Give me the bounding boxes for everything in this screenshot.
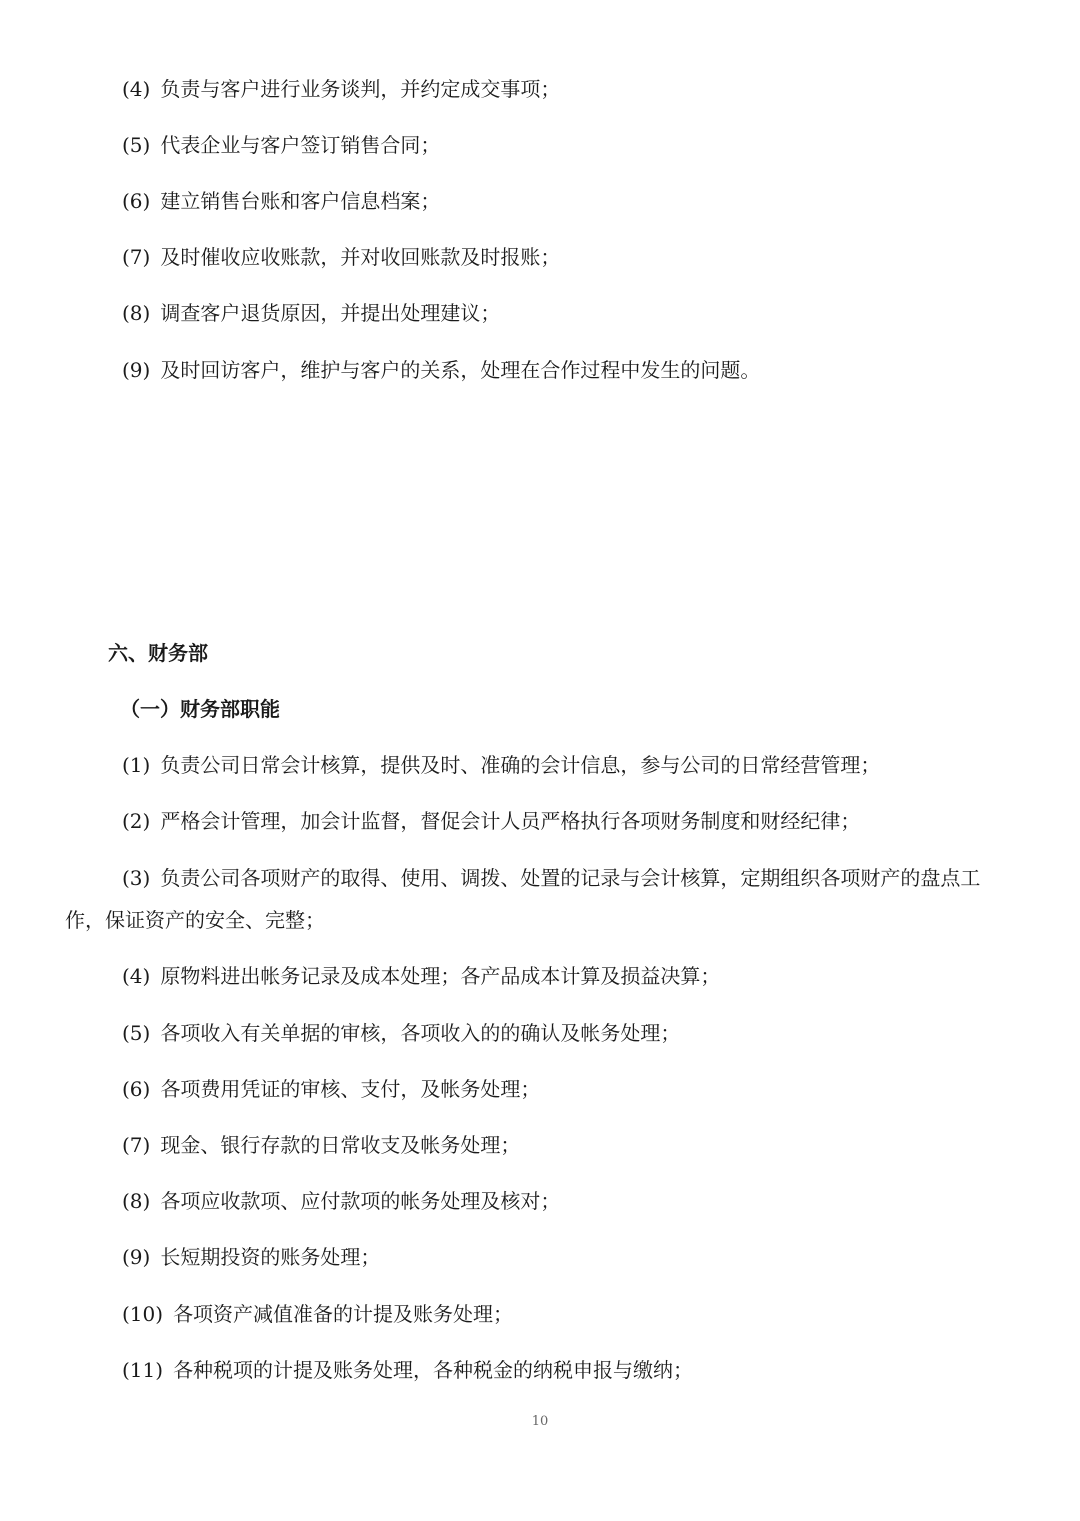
list-item <box>122 132 440 158</box>
list-item-text: 建立销售台账和客户信息档案； <box>160 189 441 213</box>
list-item <box>65 857 1010 941</box>
list-item-number: (6) <box>122 1077 151 1101</box>
list-item-text: 调查客户退货原因，并提出处理建议； <box>160 301 501 325</box>
section-subtitle: （一）财务部职能 <box>120 697 280 721</box>
list-item <box>122 963 720 989</box>
page-number: 10 <box>531 1414 549 1429</box>
list-item <box>122 1244 380 1270</box>
list-item-number: (6) <box>122 189 151 213</box>
list-item-number: (1) <box>122 753 151 777</box>
list-item-text: 各项应收款项、应付款项的帐务处理及核对； <box>160 1189 561 1213</box>
list-item-number: (10) <box>122 1302 164 1326</box>
list-item-text: 各项资产减值准备的计提及账务处理； <box>173 1302 514 1326</box>
list-item-text: 代表企业与客户签订销售合同； <box>160 133 441 157</box>
list-item <box>122 1076 540 1102</box>
list-item-text: 各项收入有关单据的审核，各项收入的的确认及帐务处理； <box>160 1021 681 1045</box>
list-item-number: (3) <box>122 866 151 890</box>
list-item-number: (9) <box>122 1245 151 1269</box>
list-item-text: 各种税项的计提及账务处理，各种税金的纳税申报与缴纳； <box>173 1358 694 1382</box>
list-item <box>122 357 760 383</box>
list-item-number: (9) <box>122 358 151 382</box>
list-item <box>122 1357 693 1383</box>
list-item-number: (8) <box>122 301 151 325</box>
list-item <box>122 1020 680 1046</box>
list-item <box>122 1132 520 1158</box>
list-item-number: (8) <box>122 1189 151 1213</box>
list-item-text: 长短期投资的账务处理； <box>160 1245 381 1269</box>
list-item <box>122 300 500 326</box>
list-item-number: (7) <box>122 245 151 269</box>
list-item-text: 严格会计管理，加会计监督，督促会计人员严格执行各项财务制度和财经纪律； <box>160 809 861 833</box>
list-item <box>122 808 860 834</box>
list-item-text: 现金、银行存款的日常收支及帐务处理； <box>160 1133 521 1157</box>
list-item <box>122 1188 560 1214</box>
list-item <box>122 244 560 270</box>
list-item-number: (5) <box>122 133 151 157</box>
list-item <box>122 76 560 102</box>
list-item-number: (2) <box>122 809 151 833</box>
list-item-number: (11) <box>122 1358 164 1382</box>
list-item-text: 负责公司各项财产的取得、使用、调拨、处置的记录与会计核算，定期组织各项财产的盘点工作，保证资产的安全、完整； <box>65 866 981 932</box>
list-item-number: (4) <box>122 77 151 101</box>
list-item-text: 原物料进出帐务记录及成本处理；各产品成本计算及损益决算； <box>160 964 721 988</box>
list-item-text: 及时催收应收账款，并对收回账款及时报账； <box>160 245 561 269</box>
list-item-text: 各项费用凭证的审核、支付，及帐务处理； <box>160 1077 541 1101</box>
section-title: 六、财务部 <box>108 641 208 665</box>
list-item-text: 负责公司日常会计核算，提供及时、准确的会计信息，参与公司的日常经营管理； <box>160 753 881 777</box>
list-item-number: (7) <box>122 1133 151 1157</box>
list-item-text: 负责与客户进行业务谈判，并约定成交事项； <box>160 77 561 101</box>
list-item-number: (4) <box>122 964 151 988</box>
list-item-text: 及时回访客户，维护与客户的关系，处理在合作过程中发生的问题。 <box>160 358 761 382</box>
list-item <box>122 1301 513 1327</box>
list-item <box>122 752 880 778</box>
list-item-number: (5) <box>122 1021 151 1045</box>
list-item <box>122 188 440 214</box>
